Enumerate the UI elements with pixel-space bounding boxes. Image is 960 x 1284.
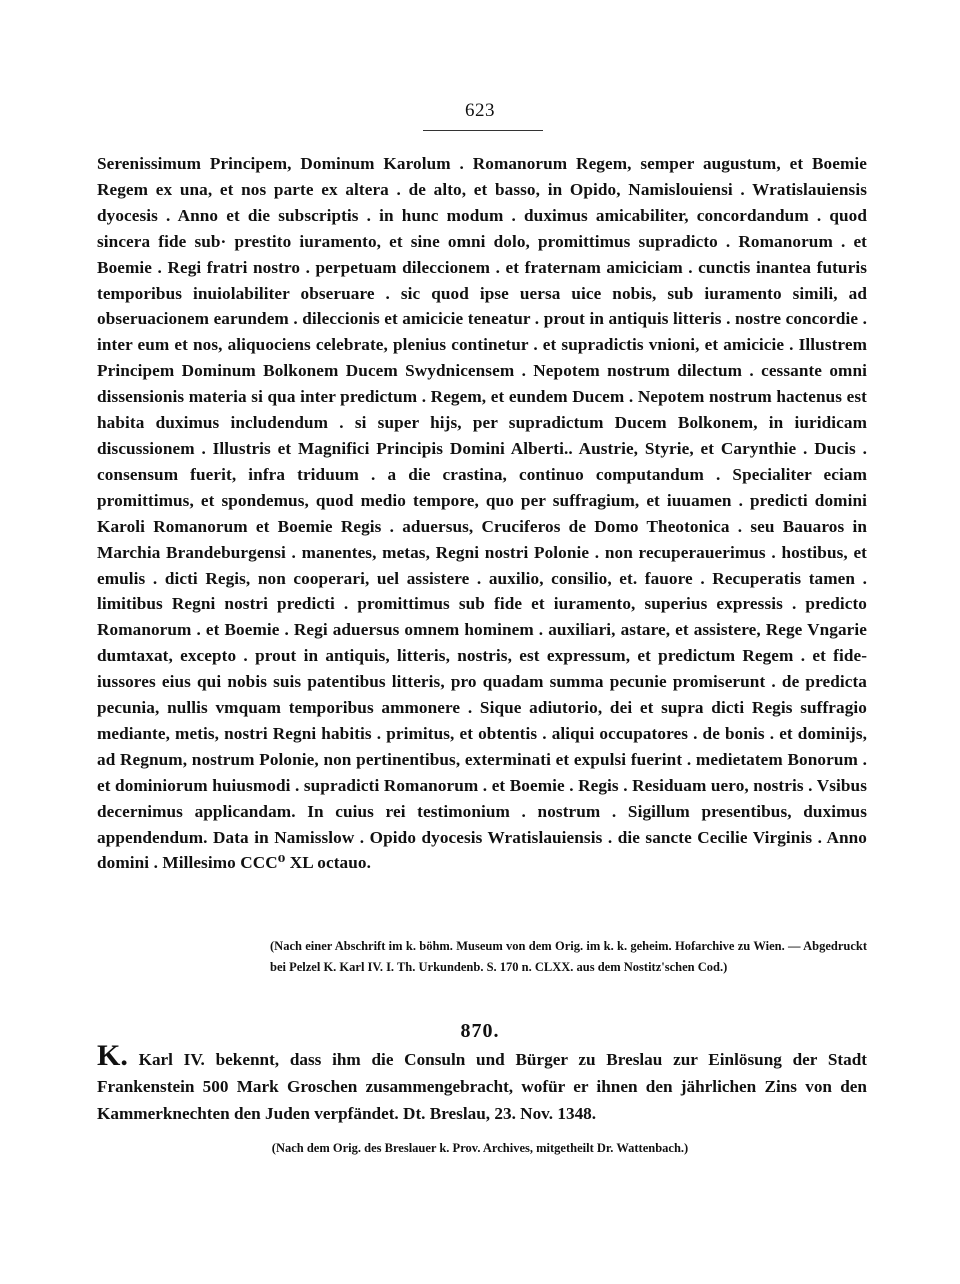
source-note: (Nach einer Abschrift im k. böhm. Museum von dem Orig. im k. k. geheim. Hofarchive zu Wien. — Abgedruckt bei Pelzel K. Karl IV. I. Th. Urkundenb. S. 170 n. CLXX. aus dem Nostitz'schen Cod.) xyxy=(270,939,867,974)
archive-note: (Nach dem Orig. des Breslauer k. Prov. Archives, mitgetheilt Dr. Wattenbach.) xyxy=(271,1141,689,1155)
summary-text: Karl IV. bekennt, dass ihm die Consuln und Bürger zu Breslau zur Einlösung der Stadt Frankenstein 500 Mark Groschen zusammengebracht, wofür er ihnen den jährlichen Zins von den Kammerknechten den Juden verpfändet. Dt. Breslau, 23. Nov. 1348. xyxy=(97,1050,867,1123)
summary-initial: K. xyxy=(97,1039,128,1072)
page-number: 623 xyxy=(465,100,495,121)
document-number: 870. xyxy=(460,1020,500,1042)
document-summary xyxy=(97,1039,867,1127)
charter-body-text: Serenissimum Principem, Dominum Karolum . Romanorum Regem, semper augustum, et Boemie Regem ex una, et nos parte ex altera . de alto, et basso, in Opido, Namislouiensi . Wratislauiensis dyocesis . Anno et die subscriptis . in hunc modum . duximus amicabiliter, concordandum . quod sincera fide sub· prestito iuramento, et sine omni dolo, promittimus supradicto . Romanorum . et Boemie . Regi fratri nostro . perpetuam dileccionem . et fraternam amiciciam . cunctis inantea futuris temporibus inuiolabiliter obseruare . sic quod ipse uersa uice nobis, sub iuramento simili, ad obseruacionem earundem . dileccionis et amicicie teneatur . prout in antiquis litteris . nostre concordie . inter eum et nos, aliquociens celebrate, plenius continetur . et supradictis vnioni, et amicicie . Illustrem Principem Dominum Bolkonem Ducem Swydnicensem . Nepotem nostrum dilectum . cessante omni dissensionis materia si qua inter predictum . Regem, et eundem Ducem . Nepotem nostrum hactenus est habita duximus includendum . si super hijs, per supradictum Ducem Bolkonem, in iuridicam discussionem . Illustris et Magnifici Principis Domini Alberti.. Austrie, Styrie, et Carynthie . Ducis . consensum fuerit, infra triduum . a die crastina, continuo computandum . Specialiter eciam promittimus, et spondemus, quod medio tempore, quo per suffragium, et iuuamen . predicti domini Karoli Romanorum et Boemie Regis . aduersus, Cruciferos de Domo Theotonica . seu Bauaros in Marchia Brandeburgensi . manentes, metas, Regni nostri Polonie . non recuperauerimus . hostibus, et emulis . dicti Regis, non cooperari, uel assistere . auxilio, consilio, et. fauore . Recuperatis tamen . limitibus Regni nostri predicti . promittimus sub fide et iuramento, superius expressis . predicto Romanorum . et Boemie . Regi aduersus omnem hominem . auxiliari, astare, et assistere, Rege Vngarie dumtaxat, excepto . prout in antiquis, litteris, nostris, est expressum, et predictum Regem . et fideiussores eius qui nobis suis patentibus litteris, pro quadam summa pecunie promiserunt . de predicta pecunia, nullis vmquam temporibus ammonere . Sique adiutorio, dei et supra dicti Regis suffragio mediante, metis, nostri Regni habitis . primitus, et obtentis . aliqui occupatores . de bonis . et dominijs, ad Regnum, nostrum Polonie, non pertinentibus, exterminati et expulsi fuerint . medietatem Bonorum . et dominiorum huiusmodi . supradicti Romanorum . et Boemie . Regis . Residuam uero, nostris . Vsibus decernimus applicandam. In cuius rei testimonium . nostrum . Sigillum presentibus, duximus appendendum. Data in Namisslow . Opido dyocesis Wratislauiensis . die sancte Cecilie Virginis . Anno domini . Millesimo CCC⁰ XL octauo. xyxy=(97,154,867,873)
header-rule xyxy=(423,130,543,131)
